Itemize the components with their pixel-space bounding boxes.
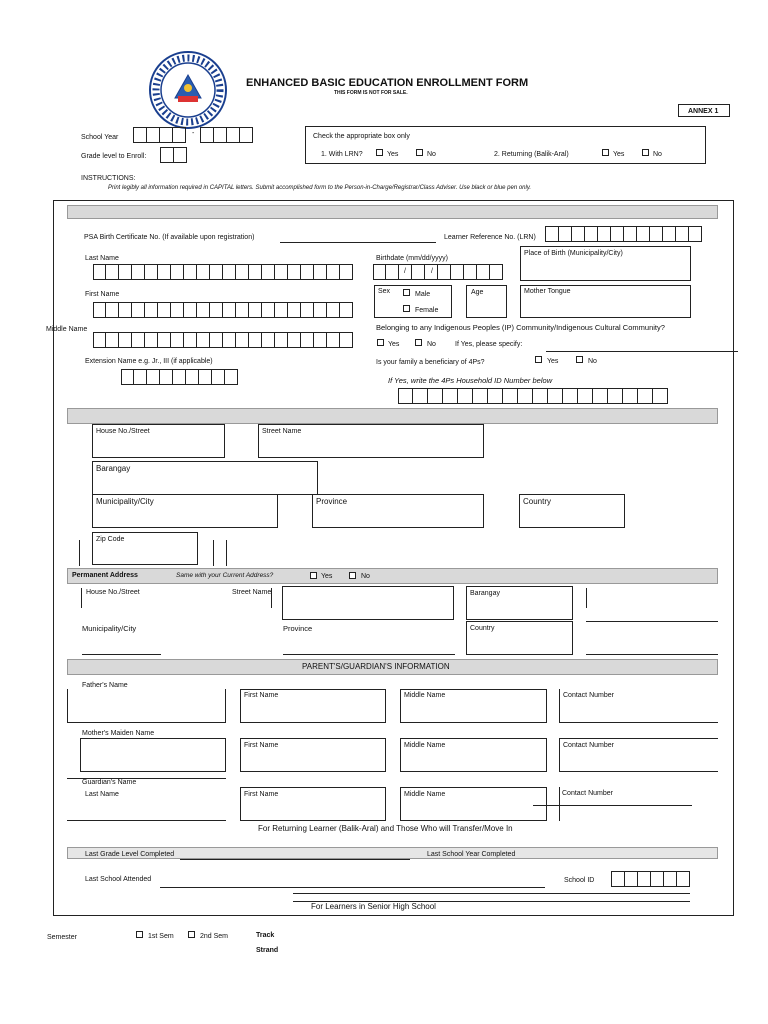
mother-contact-field[interactable] <box>559 738 718 772</box>
school-year-dash: - <box>192 130 195 137</box>
returning-no-checkbox[interactable] <box>642 149 649 156</box>
mother-contact-label: Contact Number <box>563 742 614 749</box>
street-name-field[interactable] <box>258 424 484 458</box>
divider <box>81 588 82 608</box>
female-checkbox[interactable] <box>403 305 410 312</box>
deped-seal <box>148 50 228 130</box>
second-sem-label: 2nd Sem <box>200 933 229 940</box>
current-address-band <box>67 408 718 424</box>
ip-no-label: No <box>427 341 436 348</box>
extension-name-label: Extension Name e.g. Jr., III (if applicable) <box>85 358 213 365</box>
mother-tongue-label: Mother Tongue <box>524 288 571 295</box>
father-first-name-field[interactable] <box>240 689 386 723</box>
school-year-start-field[interactable] <box>133 127 186 143</box>
mother-name-label: Mother's Maiden Name <box>82 730 155 737</box>
instructions-text: Print legibly all information required in CAPITAL letters. Submit accomplished form to the Person-in-Charge/Registrar/Class Adviser. Use black or blue pen only. <box>108 185 532 191</box>
guardian-name-label: Guardian's Name <box>82 779 137 786</box>
father-middle-name-label: Middle Name <box>404 692 446 699</box>
fourps-yes-label: Yes <box>547 358 559 365</box>
fourps-question: Is your family a beneficiary of 4Ps? <box>376 359 485 366</box>
guardian-first-name-field[interactable] <box>240 787 386 821</box>
school-id-field[interactable] <box>611 871 690 887</box>
barangay-label: Barangay <box>96 464 131 473</box>
ip-specify-label: If Yes, please specify: <box>455 341 523 348</box>
same-address-no-label: No <box>361 573 370 580</box>
divider <box>67 778 226 779</box>
lrn-label: Learner Reference No. (LRN) <box>444 234 536 241</box>
extension-name-field[interactable] <box>121 369 238 385</box>
form-title: ENHANCED BASIC EDUCATION ENROLLMENT FORM <box>246 77 529 89</box>
place-of-birth-label: Place of Birth (Municipality/City) <box>524 250 623 257</box>
guardian-last-name-field[interactable] <box>67 820 226 821</box>
street-name-label: Street Name <box>262 428 302 435</box>
guardian-middle-name-field[interactable] <box>400 787 547 821</box>
school-id-label: School ID <box>564 877 595 884</box>
age-field[interactable] <box>466 285 507 318</box>
female-label: Female <box>415 307 439 314</box>
mother-last-name-field[interactable] <box>80 738 226 772</box>
father-last-name-field[interactable] <box>67 689 226 723</box>
divider <box>213 540 214 566</box>
zip-code-field[interactable] <box>92 532 198 565</box>
mother-first-name-field[interactable] <box>240 738 386 772</box>
school-year-label: School Year <box>81 134 119 141</box>
perm-street-name-label: Street Name <box>232 589 272 596</box>
mother-first-name-label: First Name <box>244 742 279 749</box>
ip-question: Belonging to any Indigenous Peoples (IP) Community/Indigenous Cultural Community? <box>376 323 665 332</box>
divider <box>293 901 690 902</box>
divider <box>586 588 587 608</box>
house-no-label: House No./Street <box>96 428 150 435</box>
birthdate-slash-2: / <box>431 268 433 275</box>
male-checkbox[interactable] <box>403 289 410 296</box>
fourps-no-label: No <box>588 358 597 365</box>
mother-middle-name-label: Middle Name <box>404 742 446 749</box>
returning-label: 2. Returning (Balik-Aral) <box>494 151 569 158</box>
province-field[interactable] <box>312 494 484 528</box>
grade-level-label: Grade level to Enroll: <box>81 153 147 160</box>
father-contact-label: Contact Number <box>563 692 614 699</box>
father-middle-name-field[interactable] <box>400 689 547 723</box>
middle-name-field[interactable] <box>93 332 353 348</box>
learner-info-band <box>67 205 718 219</box>
perm-street-field[interactable] <box>282 586 454 620</box>
municipality-label: Municipality/City <box>96 497 154 506</box>
first-name-field[interactable] <box>93 302 353 318</box>
track-label: Track <box>256 932 275 939</box>
ip-yes-checkbox[interactable] <box>377 339 384 346</box>
instructions-heading: INSTRUCTIONS: <box>81 175 136 182</box>
returning-heading: For Returning Learner (Balik-Aral) and Those Who will Transfer/Move In <box>258 824 513 833</box>
fourps-yes-checkbox[interactable] <box>535 356 542 363</box>
perm-barangay-label: Barangay <box>470 590 500 597</box>
father-name-label: Father's Name <box>82 682 128 689</box>
check-box-title: Check the appropriate box only <box>313 133 410 140</box>
grade-level-field[interactable] <box>160 147 187 163</box>
parents-band <box>67 659 718 675</box>
birthdate-slash-1: / <box>404 268 406 275</box>
province-label: Province <box>316 497 348 506</box>
last-name-field[interactable] <box>93 264 353 280</box>
with-lrn-yes-label: Yes <box>387 151 399 158</box>
male-label: Male <box>415 291 431 298</box>
school-year-end-field[interactable] <box>200 127 253 143</box>
last-sy-label: Last School Year Completed <box>427 851 516 858</box>
mother-middle-name-field[interactable] <box>400 738 547 772</box>
ip-no-checkbox[interactable] <box>415 339 422 346</box>
same-address-question: Same with your Current Address? <box>176 572 274 579</box>
perm-municipality-label: Municipality/City <box>82 624 137 633</box>
permanent-address-label: Permanent Address <box>72 572 138 579</box>
last-school-field[interactable] <box>160 887 545 888</box>
perm-province-field[interactable] <box>283 654 455 655</box>
permanent-address-band <box>67 568 718 584</box>
same-address-yes-checkbox[interactable] <box>310 572 317 579</box>
guardian-middle-name-label: Middle Name <box>404 791 446 798</box>
first-name-label: First Name <box>85 291 120 298</box>
first-sem-checkbox[interactable] <box>136 931 143 938</box>
guardian-first-name-label: First Name <box>244 791 279 798</box>
returning-yes-label: Yes <box>613 151 625 158</box>
middle-name-label: Middle Name <box>46 326 88 333</box>
shs-heading: For Learners in Senior High School <box>311 902 436 911</box>
divider <box>271 588 272 608</box>
returning-no-label: No <box>653 151 662 158</box>
parents-heading: PARENT'S/GUARDIAN'S INFORMATION <box>302 662 450 671</box>
second-sem-checkbox[interactable] <box>188 931 195 938</box>
perm-house-no-label: House No./Street <box>86 589 140 596</box>
father-contact-field[interactable] <box>559 689 718 723</box>
perm-barangay-field[interactable] <box>466 586 573 620</box>
birthdate-field[interactable] <box>373 264 503 280</box>
perm-country-field[interactable] <box>466 621 573 655</box>
fourps-no-checkbox[interactable] <box>576 356 583 363</box>
barangay-field[interactable] <box>92 461 318 495</box>
perm-municipality-field[interactable] <box>82 654 161 655</box>
last-name-label: Last Name <box>85 255 119 262</box>
divider <box>586 654 718 655</box>
last-school-label: Last School Attended <box>85 876 152 883</box>
municipality-field[interactable] <box>92 494 278 528</box>
with-lrn-no-checkbox[interactable] <box>416 149 423 156</box>
form-subtitle: THIS FORM IS NOT FOR SALE. <box>334 90 408 96</box>
divider <box>559 787 560 821</box>
semester-label: Semester <box>47 934 77 941</box>
sex-field <box>374 285 452 318</box>
same-address-yes-label: Yes <box>321 573 333 580</box>
returning-yes-checkbox[interactable] <box>602 149 609 156</box>
deped-seal-graphic <box>148 50 228 130</box>
divider <box>586 621 718 622</box>
perm-country-label: Country <box>470 625 495 632</box>
last-grade-label: Last Grade Level Completed <box>85 851 175 858</box>
same-address-no-checkbox[interactable] <box>349 572 356 579</box>
with-lrn-no-label: No <box>427 151 436 158</box>
divider <box>79 540 80 566</box>
annex-badge: ANNEX 1 <box>678 104 730 117</box>
psa-label: PSA Birth Certificate No. (If available upon registration) <box>84 234 255 241</box>
perm-province-label: Province <box>283 624 313 633</box>
ip-specify-field[interactable] <box>546 351 738 352</box>
age-label: Age <box>471 289 484 296</box>
lrn-field[interactable] <box>545 226 702 242</box>
zip-code-label: Zip Code <box>96 536 125 543</box>
guardian-contact-label: Contact Number <box>562 790 613 797</box>
country-field[interactable] <box>519 494 625 528</box>
father-first-name-label: First Name <box>244 692 279 699</box>
divider <box>293 893 690 894</box>
with-lrn-yes-checkbox[interactable] <box>376 149 383 156</box>
fourps-id-label: If Yes, write the 4Ps Household ID Number below <box>388 376 553 385</box>
strand-label: Strand <box>256 947 279 954</box>
divider <box>533 805 692 806</box>
first-sem-label: 1st Sem <box>148 933 174 940</box>
fourps-id-field[interactable] <box>398 388 668 404</box>
mother-tongue-field[interactable] <box>520 285 691 318</box>
place-of-birth-field[interactable] <box>520 246 691 281</box>
with-lrn-label: 1. With LRN? <box>321 151 363 158</box>
birthdate-label: Birthdate (mm/dd/yyyy) <box>376 255 448 262</box>
house-no-field[interactable] <box>92 424 225 458</box>
psa-field[interactable] <box>280 242 436 243</box>
divider <box>226 540 227 566</box>
check-appropriate-panel <box>305 126 706 164</box>
country-label: Country <box>523 497 552 506</box>
last-grade-field[interactable] <box>180 859 410 860</box>
ip-yes-label: Yes <box>388 341 400 348</box>
guardian-last-name-label: Last Name <box>85 791 119 798</box>
sex-label: Sex <box>378 288 391 295</box>
